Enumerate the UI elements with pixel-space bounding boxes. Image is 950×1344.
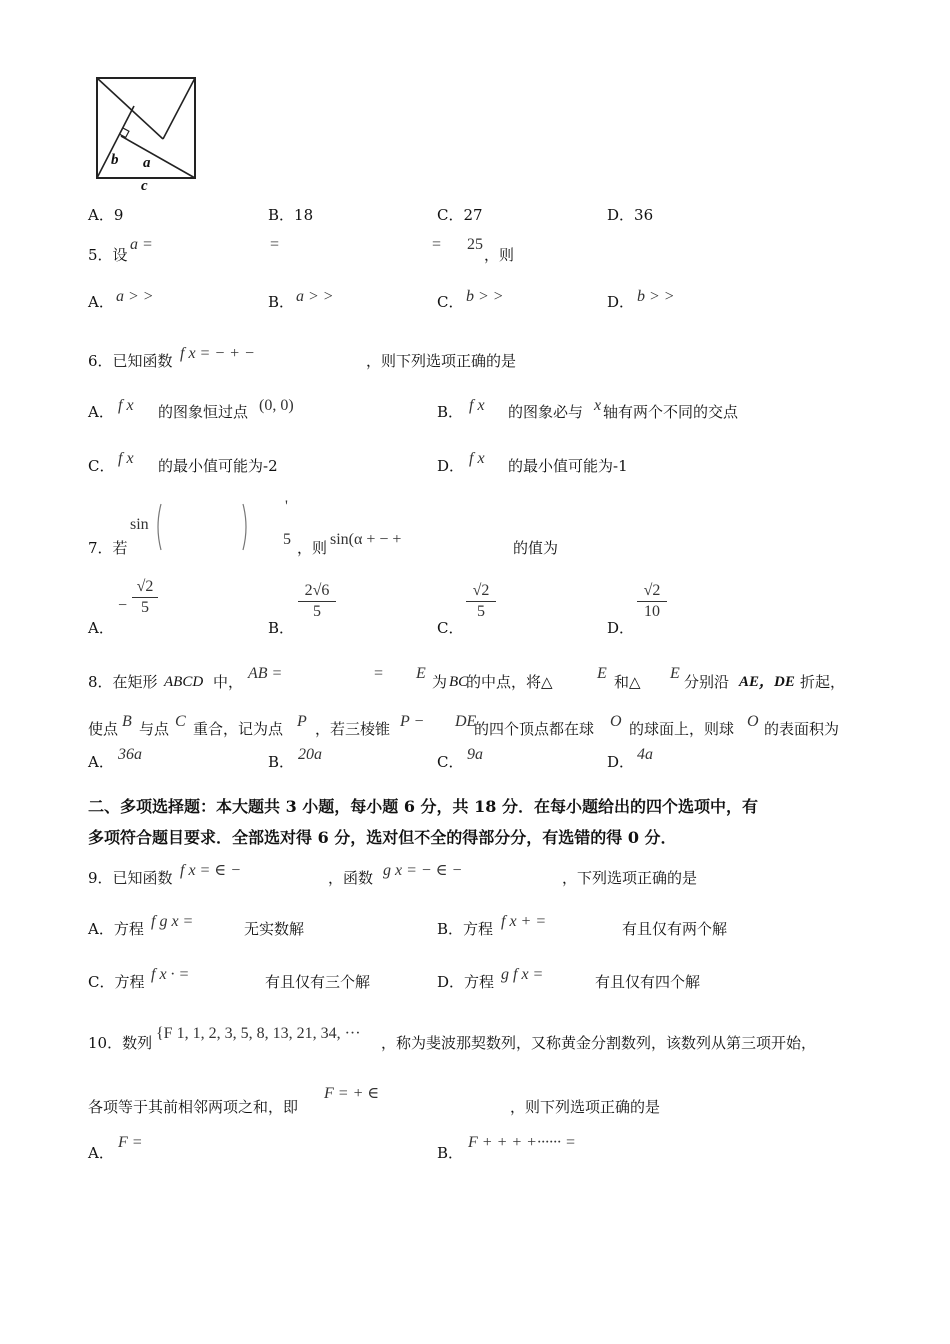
q5-eq1: = xyxy=(270,236,280,253)
q7-parens xyxy=(155,500,255,554)
q4-option-b[interactable]: B．18 xyxy=(268,206,314,224)
label-a: a xyxy=(143,155,151,171)
q4-option-d[interactable]: D．36 xyxy=(607,206,654,224)
q4-option-a[interactable]: A．9 xyxy=(88,206,124,224)
q5-val25: 25 xyxy=(467,236,483,253)
pythagoras-figure xyxy=(88,74,202,192)
q4-option-c[interactable]: C．27 xyxy=(437,206,483,224)
q5-tail: ，则 xyxy=(484,246,515,264)
label-c: c xyxy=(141,178,148,192)
label-b: b xyxy=(111,152,119,168)
q5-number: 5．设 xyxy=(88,246,128,264)
q5-eq2: = xyxy=(432,236,442,253)
q5-a-eq: a = xyxy=(130,236,153,253)
